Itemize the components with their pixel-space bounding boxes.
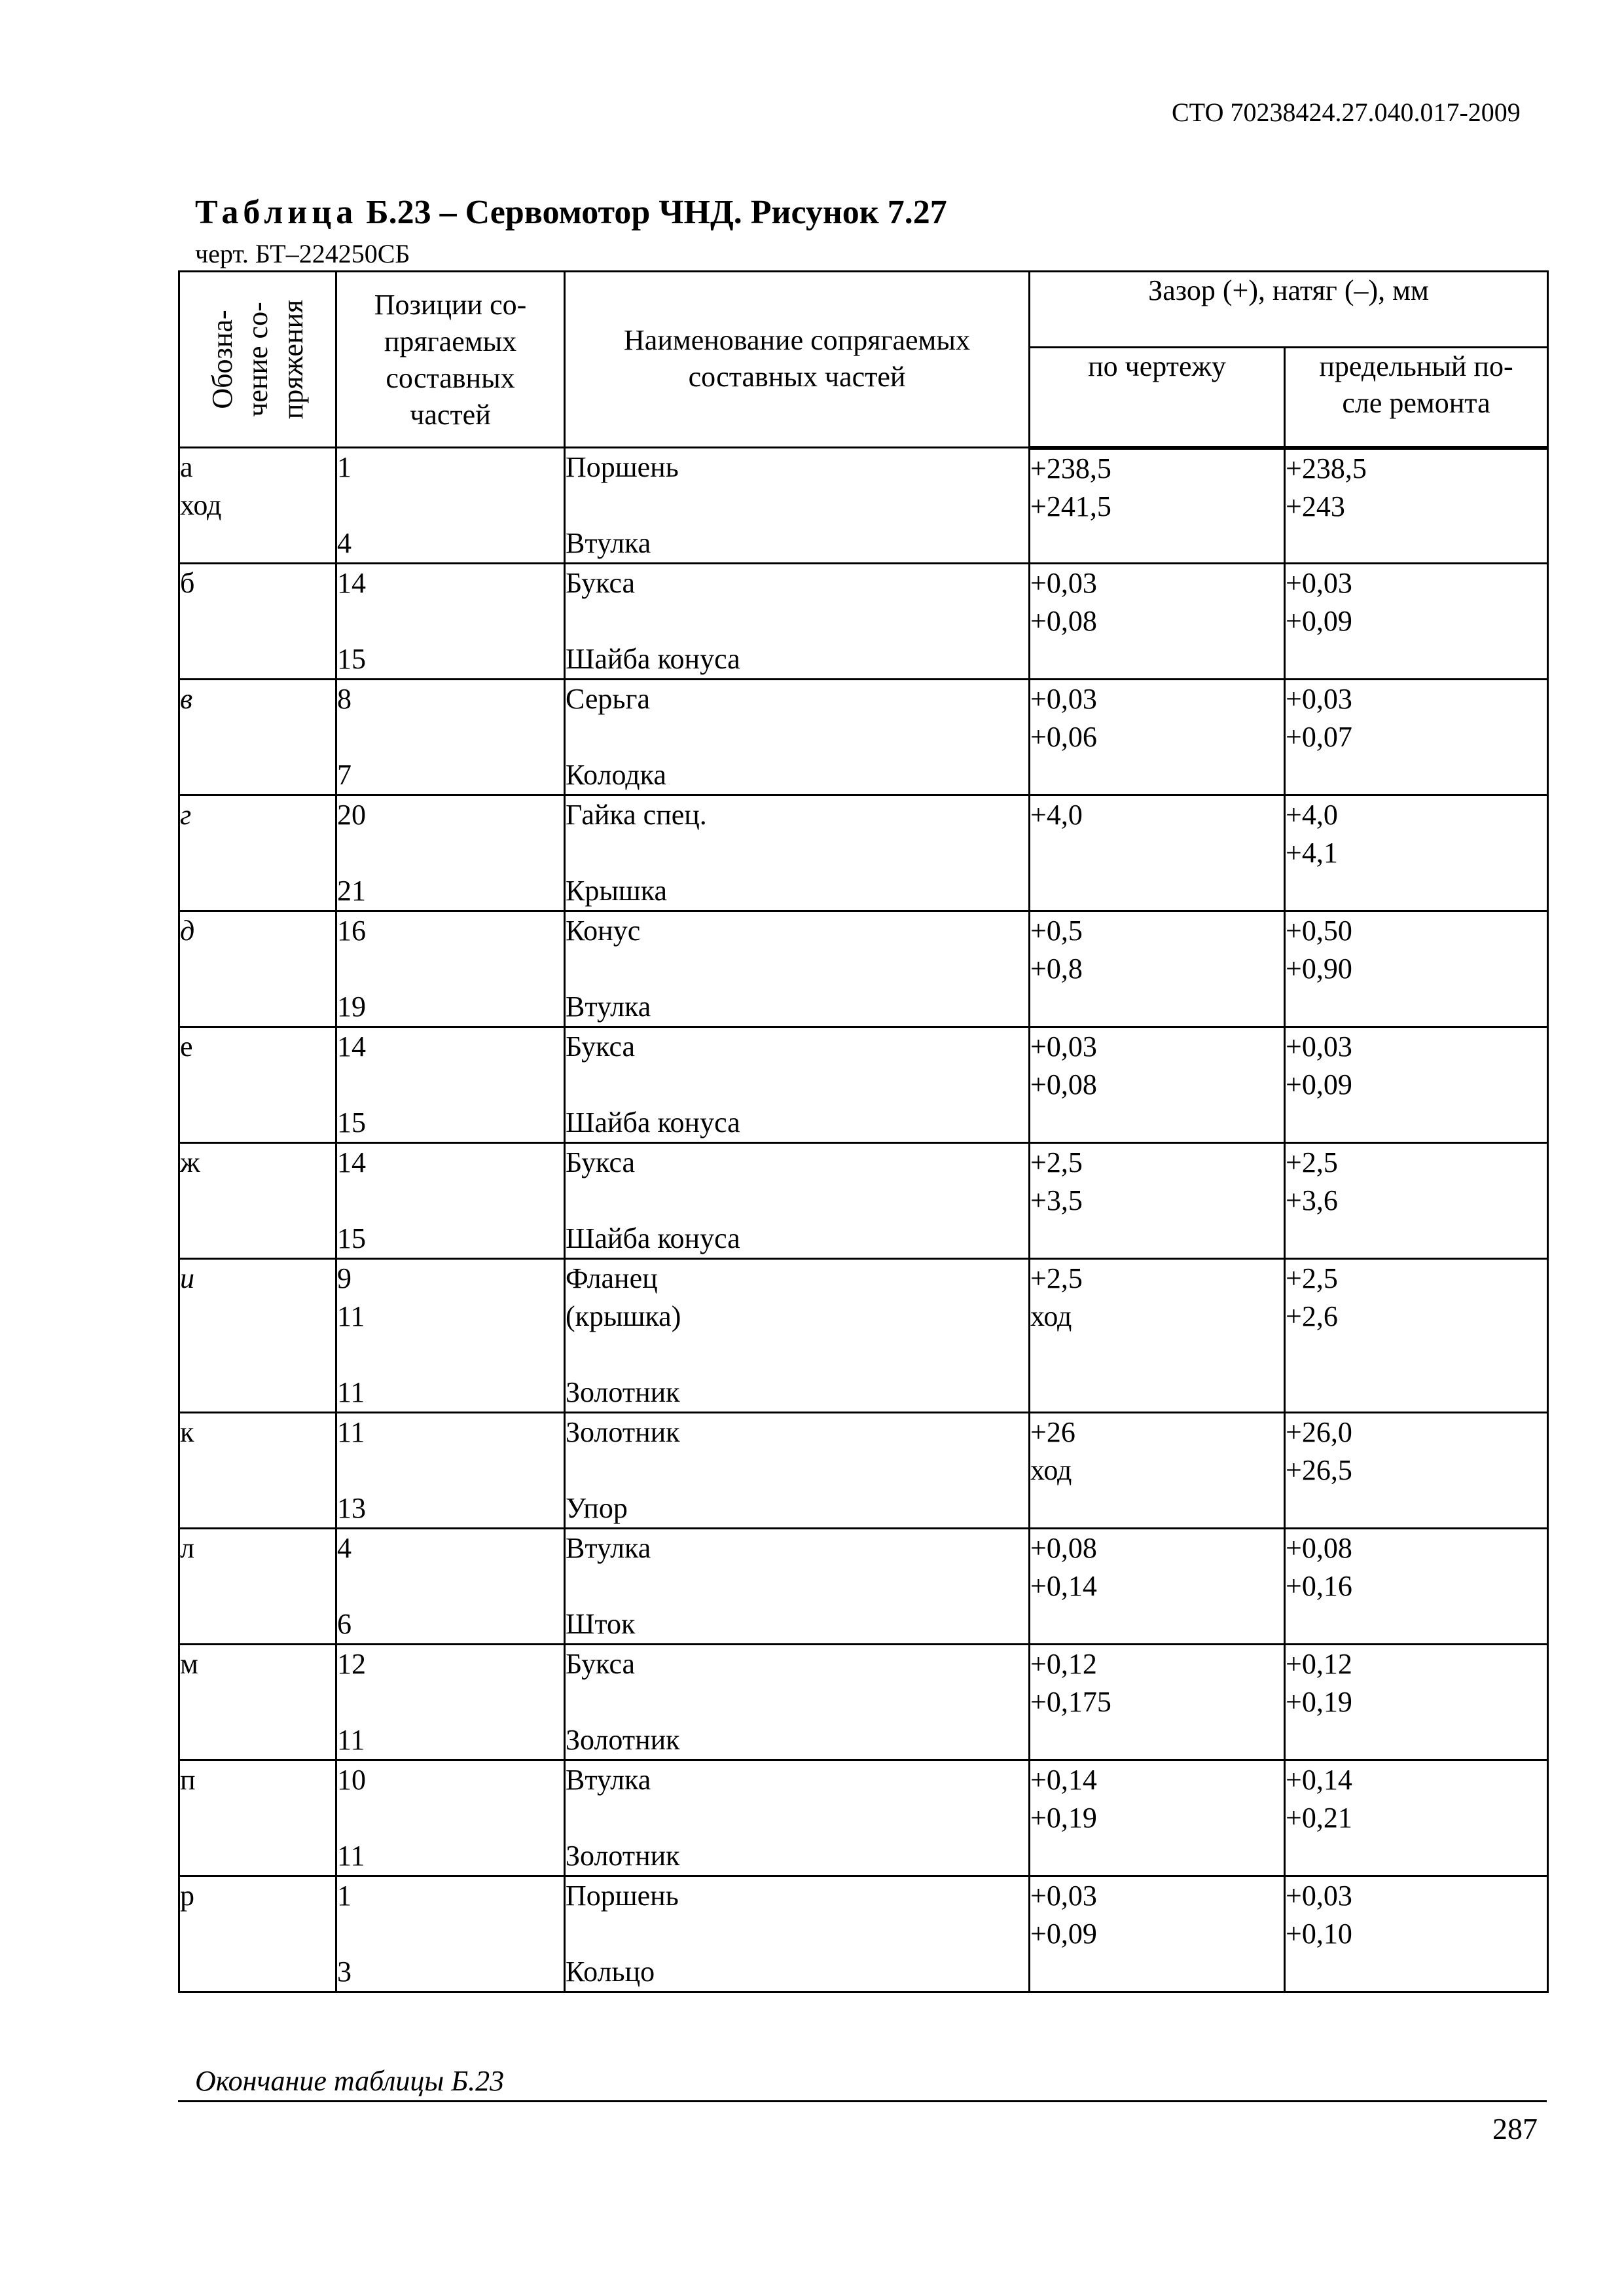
table-row	[179, 1760, 1548, 1876]
cell-after-repair: +0,03 +0,09	[1285, 564, 1548, 680]
table-row	[179, 1876, 1548, 1992]
header-gap-group-label: Зазор (+), натяг (–), мм	[1148, 274, 1429, 306]
cell-designation: п	[179, 1760, 336, 1876]
cell-positions: 12 11	[336, 1645, 565, 1760]
header-positions-label: Позиции со- прягаемых составных частей	[374, 289, 527, 431]
cell-by-drawing: +0,5 +0,8	[1030, 911, 1285, 1027]
cell-positions: 11 13	[336, 1413, 565, 1529]
table-row	[179, 564, 1548, 680]
cell-after-repair: +0,50 +0,90	[1285, 911, 1548, 1027]
cell-after-repair: +0,03 +0,07	[1285, 680, 1548, 795]
cell-positions: 9 11 11	[336, 1259, 565, 1413]
cell-by-drawing: +4,0	[1030, 795, 1285, 911]
cell-names: Фланец (крышка) Золотник	[565, 1259, 1030, 1413]
cell-by-drawing: +2,5 ход	[1030, 1259, 1285, 1413]
cell-designation: м	[179, 1645, 336, 1760]
cell-after-repair: +0,12 +0,19	[1285, 1645, 1548, 1760]
cell-by-drawing: +0,03 +0,06	[1030, 680, 1285, 795]
page-number: 287	[1492, 2112, 1538, 2145]
header-after-repair	[1285, 347, 1548, 447]
header-designation	[179, 272, 336, 448]
header-positions	[336, 272, 565, 448]
table-title	[195, 193, 947, 232]
cell-by-drawing: +0,08 +0,14	[1030, 1529, 1285, 1645]
table-row	[179, 1259, 1548, 1413]
cell-by-drawing: +0,03 +0,08	[1030, 564, 1285, 680]
cell-positions: 14 15	[336, 564, 565, 680]
cell-names: Букса Шайба конуса	[565, 564, 1030, 680]
cell-by-drawing: +0,12 +0,175	[1030, 1645, 1285, 1760]
cell-designation: и	[179, 1259, 336, 1413]
table-row	[179, 1645, 1548, 1760]
cell-positions: 14 15	[336, 1143, 565, 1259]
cell-positions: 20 21	[336, 795, 565, 911]
cell-positions: 16 19	[336, 911, 565, 1027]
cell-designation: г	[179, 795, 336, 911]
cell-positions: 14 15	[336, 1027, 565, 1143]
table-row	[179, 1143, 1548, 1259]
cell-after-repair: +0,08 +0,16	[1285, 1529, 1548, 1645]
cell-after-repair: +26,0 +26,5	[1285, 1413, 1548, 1529]
cell-names: Поршень Кольцо	[565, 1876, 1030, 1992]
cell-after-repair: +0,03 +0,09	[1285, 1027, 1548, 1143]
table-row	[179, 680, 1548, 795]
cell-positions: 1 4	[336, 448, 565, 564]
cell-after-repair: +0,14 +0,21	[1285, 1760, 1548, 1876]
cell-positions: 1 3	[336, 1876, 565, 1992]
footer-divider	[178, 2100, 1547, 2102]
cell-after-repair: +2,5 +3,6	[1285, 1143, 1548, 1259]
table-title-prefix: Таблица	[195, 194, 358, 231]
cell-names: Серьга Колодка	[565, 680, 1030, 795]
header-names-label: Наименование сопрягаемых составных частей	[624, 324, 970, 393]
cell-after-repair: +238,5 +243	[1285, 448, 1548, 564]
table-row	[179, 795, 1548, 911]
header-after-repair-label: предельный по- сле ремонта	[1319, 350, 1513, 419]
cell-by-drawing: +2,5 +3,5	[1030, 1143, 1285, 1259]
cell-by-drawing: +0,03 +0,08	[1030, 1027, 1285, 1143]
cell-designation: ж	[179, 1143, 336, 1259]
cell-positions: 4 6	[336, 1529, 565, 1645]
cell-designation: р	[179, 1876, 336, 1992]
cell-designation: к	[179, 1413, 336, 1529]
cell-after-repair: +4,0 +4,1	[1285, 795, 1548, 911]
cell-names: Поршень Втулка	[565, 448, 1030, 564]
cell-names: Букса Шайба конуса	[565, 1143, 1030, 1259]
cell-names: Гайка спец. Крышка	[565, 795, 1030, 911]
cell-by-drawing: +238,5 +241,5	[1030, 448, 1285, 564]
cell-by-drawing: +26 ход	[1030, 1413, 1285, 1529]
cell-names: Конус Втулка	[565, 911, 1030, 1027]
header-names	[565, 272, 1030, 448]
cell-names: Втулка Шток	[565, 1529, 1030, 1645]
cell-designation: б	[179, 564, 336, 680]
header-designation-label: Обозна- чение со- пряжения	[206, 299, 309, 420]
cell-positions: 8 7	[336, 680, 565, 795]
header-by-drawing: по чертежу	[1030, 347, 1285, 447]
table-row	[179, 1027, 1548, 1143]
document-code: СТО 70238424.27.040.017-2009	[1172, 98, 1521, 127]
table-continuation-note: Окончание таблицы Б.23	[195, 2065, 505, 2097]
cell-names: Букса Шайба конуса	[565, 1027, 1030, 1143]
drawing-reference: черт. БТ–224250СБ	[195, 239, 410, 268]
cell-designation: а ход	[179, 448, 336, 564]
cell-positions: 10 11	[336, 1760, 565, 1876]
cell-names: Золотник Упор	[565, 1413, 1030, 1529]
cell-designation: е	[179, 1027, 336, 1143]
table-row	[179, 1413, 1548, 1529]
cell-designation: д	[179, 911, 336, 1027]
cell-by-drawing: +0,03 +0,09	[1030, 1876, 1285, 1992]
cell-designation: в	[179, 680, 336, 795]
table-row	[179, 448, 1548, 564]
cell-names: Букса Золотник	[565, 1645, 1030, 1760]
mating-parts-table	[178, 270, 1549, 1993]
table-row	[179, 911, 1548, 1027]
cell-names: Втулка Золотник	[565, 1760, 1030, 1876]
cell-designation: л	[179, 1529, 336, 1645]
cell-by-drawing: +0,14 +0,19	[1030, 1760, 1285, 1876]
cell-after-repair: +0,03 +0,10	[1285, 1876, 1548, 1992]
table-row	[179, 1529, 1548, 1645]
table-title-text: Б.23 – Сервомотор ЧНД. Рисунок 7.27	[366, 194, 947, 231]
cell-after-repair: +2,5 +2,6	[1285, 1259, 1548, 1413]
header-gap-group	[1030, 272, 1548, 348]
